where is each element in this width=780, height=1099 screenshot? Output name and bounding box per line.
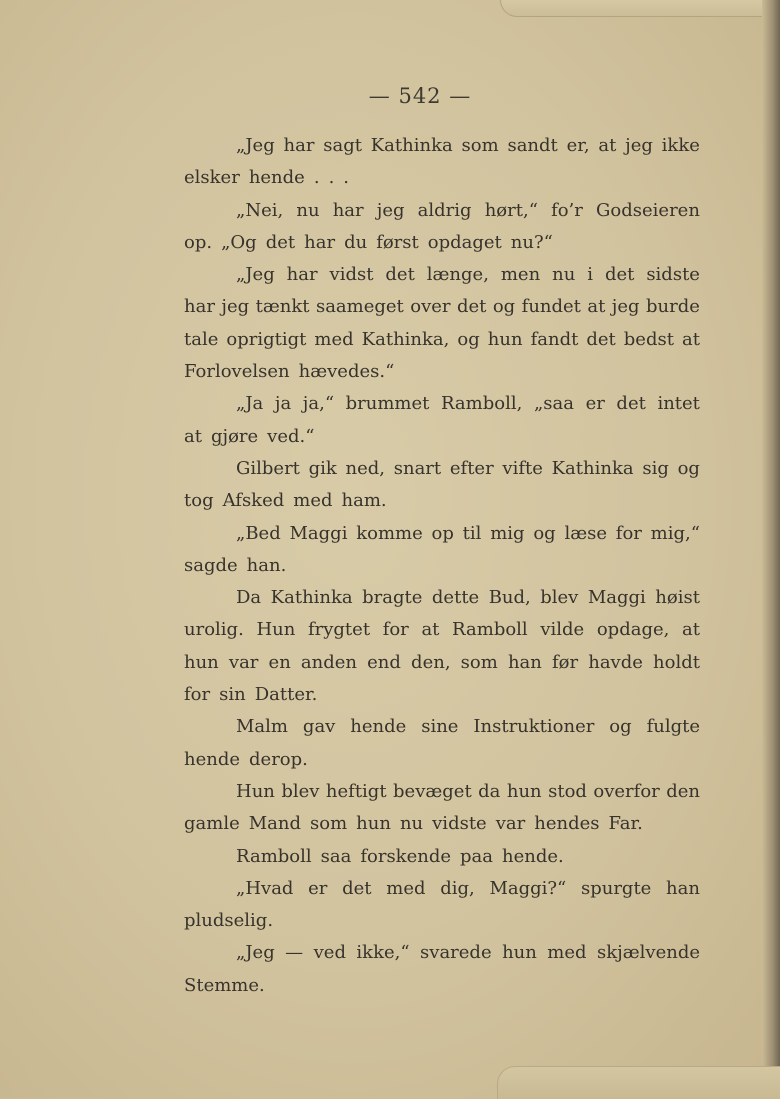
word: høist: [655, 587, 700, 609]
word: hende: [248, 167, 305, 189]
word: at: [587, 296, 606, 318]
word: gjøre: [210, 425, 259, 447]
word: før: [552, 651, 579, 673]
word: Kathinka: [370, 135, 453, 156]
word: til: [462, 522, 482, 544]
text-line: [184, 711, 700, 743]
word: for: [184, 684, 211, 706]
text-line: [184, 647, 700, 679]
word: har: [304, 231, 336, 253]
page-edge-right: [762, 0, 780, 1098]
word: fundet: [521, 296, 581, 318]
word: nu: [296, 199, 320, 221]
word: for: [382, 619, 409, 641]
text-line: [184, 518, 700, 550]
word: er: [308, 877, 328, 899]
word: læse: [564, 522, 608, 544]
word: Afsked: [222, 490, 285, 512]
word: at: [184, 425, 202, 447]
word: Malm: [236, 716, 288, 738]
word: Ramboll,: [440, 393, 523, 415]
word: Hun: [256, 619, 296, 641]
word: sagde: [184, 554, 238, 576]
text-line: [184, 453, 700, 485]
word: „Og: [221, 231, 257, 253]
text-line: [184, 388, 700, 420]
word: og: [677, 457, 700, 479]
word: og: [492, 296, 516, 318]
word: Stemme.: [184, 974, 265, 996]
word: hun: [487, 328, 523, 350]
word: jeg: [625, 135, 653, 156]
word: den,: [411, 651, 451, 673]
word: det: [586, 328, 616, 350]
word: som: [310, 813, 348, 835]
page-edge-top: [500, 0, 780, 17]
text-line: [184, 744, 700, 776]
word: ved.“: [267, 425, 315, 447]
text-line: [184, 776, 700, 808]
word: det: [456, 296, 487, 318]
word: komme: [356, 522, 423, 544]
word: skjælvende: [597, 942, 700, 964]
word: burde: [646, 296, 700, 318]
word: var: [495, 813, 526, 835]
word: jeg: [376, 199, 405, 221]
word: for: [615, 522, 642, 544]
word: derop.: [249, 748, 308, 770]
word: og: [533, 522, 556, 544]
word: forskende: [360, 845, 452, 867]
word: hun: [502, 942, 537, 964]
word: vilde: [540, 619, 585, 641]
word: tænkt: [255, 296, 310, 318]
word: i: [587, 264, 594, 286]
word: er,: [566, 135, 590, 156]
text-line: [184, 808, 700, 840]
word: oprigtigt: [226, 328, 307, 350]
word: med: [314, 328, 354, 350]
word: intet: [657, 393, 700, 415]
word: fulgte: [646, 716, 700, 738]
word: han.: [246, 554, 287, 576]
word: den: [666, 780, 700, 802]
word: gav: [302, 716, 336, 738]
word: anden: [300, 651, 358, 673]
text-line: [184, 550, 700, 582]
word: efter: [449, 457, 494, 479]
word: en: [268, 651, 291, 673]
text-line: [184, 873, 700, 905]
word: som: [460, 651, 498, 673]
word: Kathinka: [270, 587, 353, 609]
word: aldrig: [417, 199, 472, 221]
text-line: [184, 291, 700, 323]
text-line: [184, 421, 700, 453]
word: Hun: [236, 780, 275, 802]
word: holdt: [653, 651, 700, 673]
word: Ramboll: [236, 845, 312, 867]
word: du: [344, 231, 368, 253]
word: saameget: [315, 296, 404, 318]
word: op.: [184, 231, 213, 253]
word: .: [328, 167, 335, 189]
word: „saa: [533, 393, 574, 415]
word: jeg: [221, 296, 250, 318]
word: sidste: [646, 264, 700, 286]
word: det: [385, 264, 415, 286]
word: gamle: [184, 813, 240, 835]
word: ikke,“: [356, 942, 410, 964]
text-line: [184, 227, 700, 259]
word: og: [457, 328, 480, 350]
word: har: [332, 199, 364, 221]
word: svarede: [420, 942, 492, 964]
text-line: [184, 937, 700, 969]
word: og: [609, 716, 632, 738]
text-line: [184, 259, 700, 291]
text-line: [184, 485, 700, 517]
word: paa: [460, 845, 494, 867]
word: med: [386, 877, 426, 899]
word: det: [342, 877, 372, 899]
word: saa: [320, 845, 352, 867]
word: „Jeg: [236, 135, 275, 156]
word: bedst: [623, 328, 674, 350]
word: har: [283, 135, 315, 156]
word: Far.: [608, 813, 643, 835]
word: pludselig.: [184, 910, 274, 932]
word: ham.: [341, 490, 387, 512]
word: det: [265, 231, 296, 253]
word: Maggi?“: [489, 877, 567, 899]
word: vidste: [432, 813, 487, 835]
word: hende: [184, 748, 241, 770]
word: Gilbert: [236, 457, 300, 479]
text-line: [184, 195, 700, 227]
word: vifte: [502, 457, 543, 479]
word: at: [598, 135, 617, 156]
word: „Hvad: [236, 877, 294, 899]
word: som: [461, 135, 499, 156]
word: med: [293, 490, 333, 512]
word: ja: [274, 393, 292, 415]
word: hun: [356, 813, 391, 835]
word: hørt,“: [484, 199, 538, 221]
word: Godseieren: [596, 199, 700, 221]
word: fandt: [530, 328, 579, 350]
word: spurgte: [580, 877, 652, 899]
word: hun: [184, 651, 219, 673]
word: gik: [308, 457, 337, 479]
word: det: [616, 393, 646, 415]
word: Bud,: [488, 587, 531, 609]
word: bevæget: [393, 780, 472, 802]
word: at: [681, 328, 700, 350]
text-line: [184, 324, 700, 356]
word: .: [313, 167, 320, 189]
word: hævedes.“: [298, 361, 395, 383]
word: dette: [431, 587, 480, 609]
body-text: [184, 130, 700, 1002]
word: „Bed: [236, 522, 281, 544]
word: stod: [548, 780, 587, 802]
text-line: [184, 130, 700, 162]
word: havde: [588, 651, 643, 673]
word: hendes: [534, 813, 600, 835]
word: „Nei,: [236, 199, 284, 221]
word: nu: [552, 264, 576, 286]
word: vidst: [329, 264, 374, 286]
word: dig,: [440, 877, 475, 899]
word: sandt: [507, 135, 558, 156]
word: det: [604, 264, 635, 286]
word: opdage,: [596, 619, 670, 641]
word: Datter.: [254, 684, 318, 706]
word: mig,“: [650, 522, 700, 544]
word: nu: [399, 813, 424, 835]
word: blev: [540, 587, 579, 609]
word: over: [410, 296, 451, 318]
word: da: [478, 780, 501, 802]
word: først: [376, 231, 419, 253]
word: tog: [184, 490, 214, 512]
word: har: [184, 296, 215, 318]
word: tale: [184, 328, 219, 350]
page-number: — 542 —: [368, 84, 472, 108]
word: med: [547, 942, 587, 964]
word: er: [585, 393, 605, 415]
word: sagt: [323, 135, 362, 156]
text-line: [184, 162, 700, 194]
word: ikke: [661, 135, 700, 156]
word: hun: [506, 780, 542, 802]
word: at: [681, 619, 700, 641]
word: Mand: [248, 813, 302, 835]
word: bragte: [362, 587, 423, 609]
word: snart: [393, 457, 442, 479]
word: .: [343, 167, 350, 189]
text-line: [184, 905, 700, 937]
word: Maggi: [587, 587, 646, 609]
text-line: [184, 582, 700, 614]
word: nu?“: [510, 231, 553, 253]
page-edge-bottom: [497, 1066, 780, 1099]
word: Kathinka: [551, 457, 634, 479]
word: ja,“: [302, 393, 335, 415]
word: at: [421, 619, 440, 641]
text-line: [184, 679, 700, 711]
word: sine: [421, 716, 459, 738]
word: heftigt: [325, 780, 387, 802]
word: elsker: [184, 167, 240, 189]
word: Kathinka,: [361, 328, 450, 350]
word: han: [507, 651, 542, 673]
word: overfor: [593, 780, 660, 802]
word: „Jeg: [236, 942, 275, 964]
word: sig: [642, 457, 669, 479]
word: Instruktioner: [473, 716, 595, 738]
word: længe,: [426, 264, 489, 286]
word: Maggi: [289, 522, 348, 544]
text-line: [184, 970, 700, 1002]
word: men: [500, 264, 541, 286]
word: Forlovelsen: [184, 361, 290, 383]
word: end: [367, 651, 401, 673]
word: —: [285, 942, 304, 964]
word: opdaget: [427, 231, 502, 253]
word: „Jeg: [236, 264, 275, 286]
word: Da: [236, 587, 262, 609]
text-line: [184, 841, 700, 873]
word: hende.: [502, 845, 564, 867]
word: op: [431, 522, 454, 544]
word: brummet: [345, 393, 430, 415]
text-line: [184, 356, 700, 388]
word: ved: [313, 942, 346, 964]
word: han: [666, 877, 700, 899]
word: „Ja: [236, 393, 264, 415]
word: blev: [281, 780, 320, 802]
word: mig: [490, 522, 525, 544]
word: frygtet: [307, 619, 371, 641]
word: har: [286, 264, 318, 286]
word: Ramboll: [452, 619, 528, 641]
word: jeg: [611, 296, 640, 318]
word: sin: [219, 684, 246, 706]
word: hende: [350, 716, 407, 738]
word: ned,: [345, 457, 386, 479]
word: urolig.: [184, 619, 244, 641]
word: var: [228, 651, 259, 673]
text-line: [184, 614, 700, 646]
word: fo’r: [551, 199, 583, 221]
